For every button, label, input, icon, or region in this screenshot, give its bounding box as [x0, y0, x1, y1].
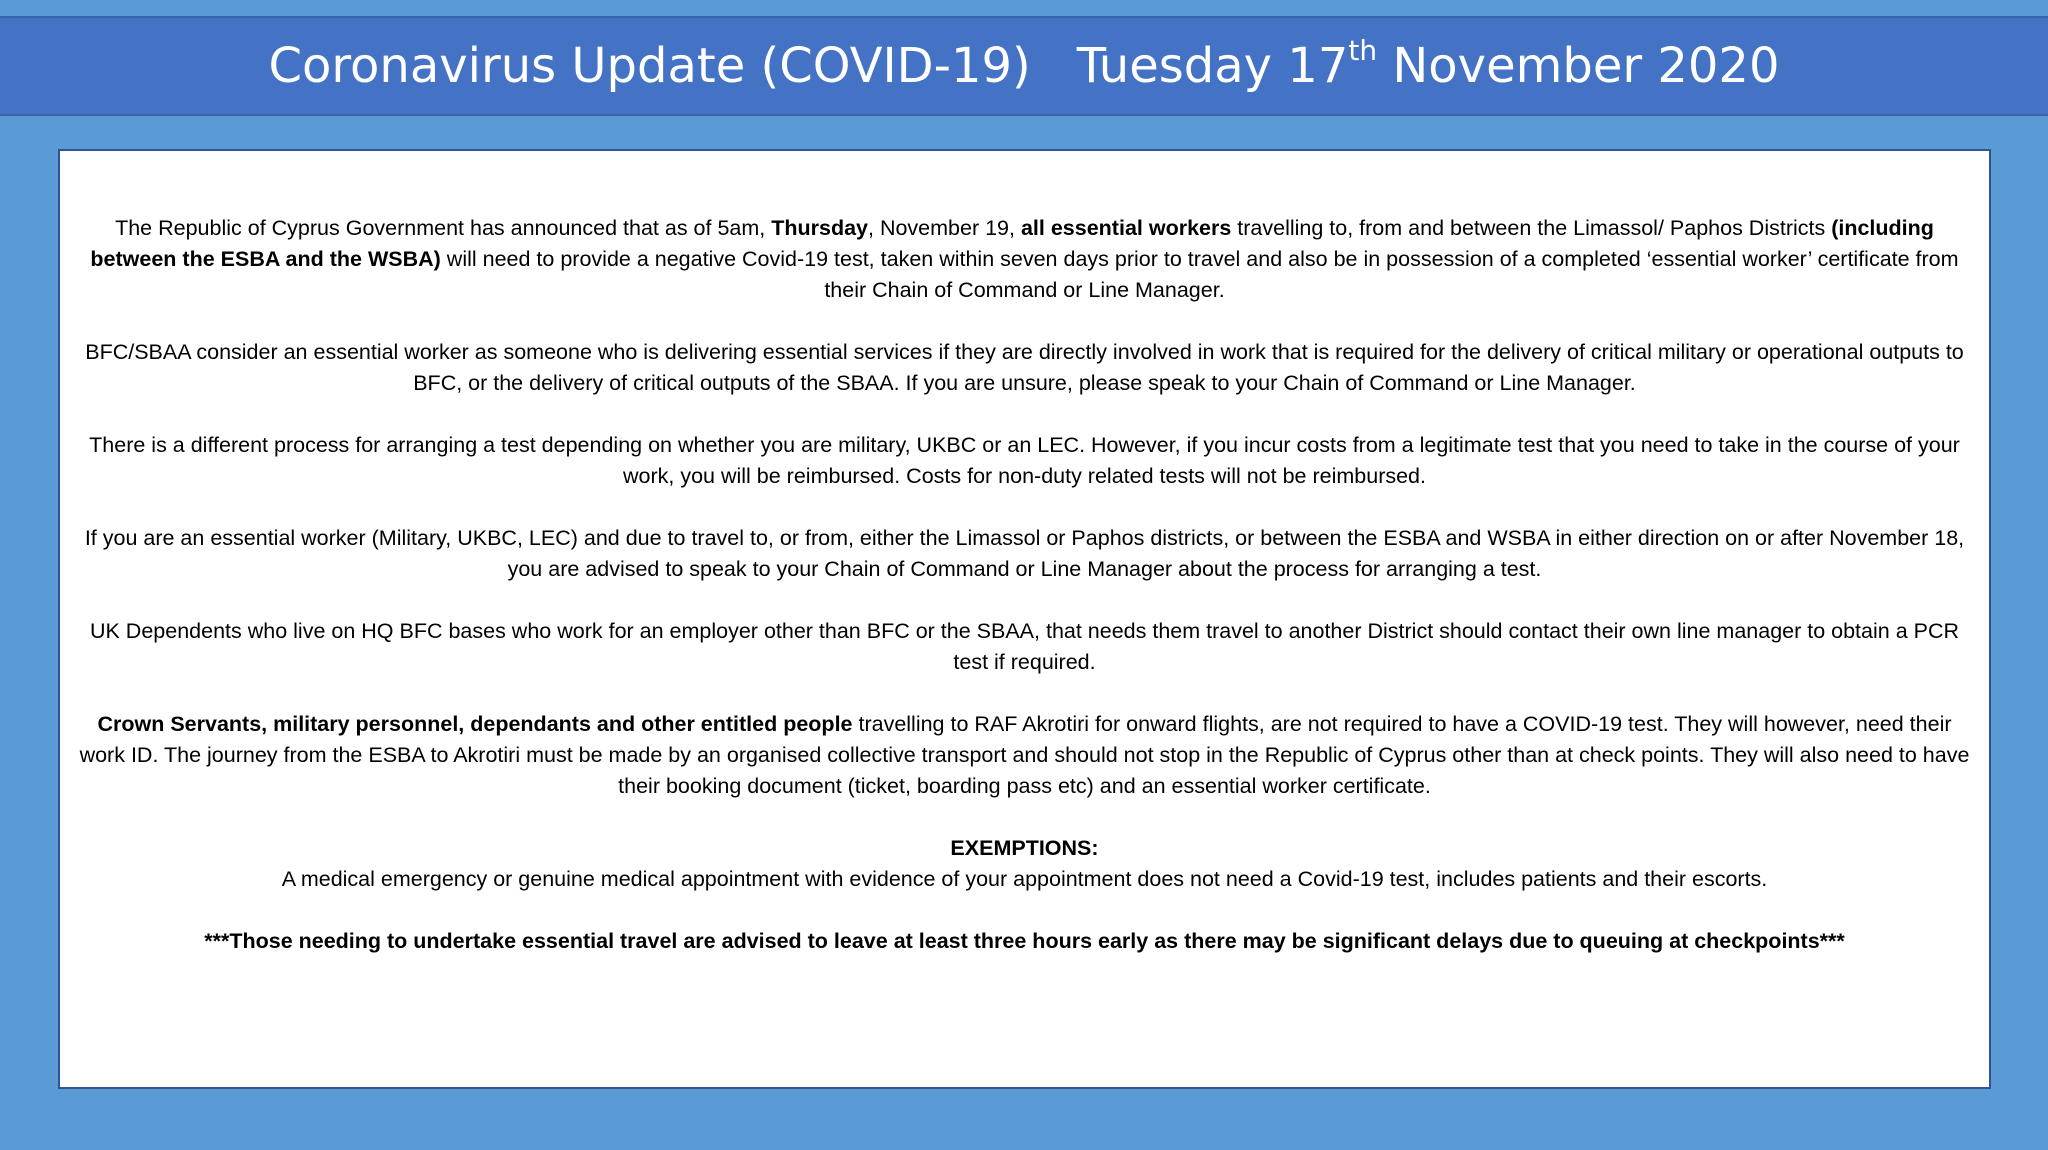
exemptions-section [74, 833, 1975, 895]
title-ordinal: th [1348, 34, 1378, 67]
paragraph-announcement: The Republic of Cyprus Government has announced that as of 5am, Thursday, November 19, all essential workers travelling to, from and between the Limassol/ Paphos Districts (including between the ESBA and the WSBA) will need to provide a negative Covid-19 test, taken within seven days prior to travel and also be in possession of a completed ‘essential worker’ certificate from their Chain of Command or Line Manager. [90, 216, 1959, 302]
page-title [268, 34, 1780, 94]
paragraph-essential-worker-travel: If you are an essential worker (Military, UKBC, LEC) and due to travel to, or from, either the Limassol or Paphos districts, or between the ESBA and WSBA in either direction on or after November 18, you are advised to speak to your Chain of Command or Line Manager about the process for arranging a test. [84, 526, 1965, 581]
warning-notice: ***Those needing to undertake essential travel are advised to leave at least three hours early as there may be significant delays due to queuing at checkpoints*** [204, 929, 1845, 953]
paragraph-crown-servants: Crown Servants, military personnel, dependants and other entitled people travelling to RAF Akrotiri for onward flights, are not required to have a COVID-19 test. They will however, need their work ID. The journey from the ESBA to Akrotiri must be made by an organised collective transport and should not stop in the Republic of Cyprus other than at check points. They will also need to have their booking document (ticket, boarding pass etc) and an essential worker certificate. [79, 712, 1970, 798]
content-body [74, 213, 1975, 988]
paragraph-test-process: There is a different process for arranging a test depending on whether you are military, UKBC or an LEC. However, if you incur costs from a legitimate test that you need to take in the course of your work, you will be reimbursed. Costs for non-duty related tests will not be reimbursed. [89, 433, 1960, 488]
exemptions-heading: EXEMPTIONS: [950, 836, 1099, 860]
title-day: Tuesday 17 [1076, 38, 1349, 94]
exemptions-text: A medical emergency or genuine medical appointment with evidence of your appointment does not need a Covid-19 test, includes patients and their escorts. [281, 867, 1768, 891]
header-bar [0, 16, 2048, 116]
paragraph-essential-worker-definition: BFC/SBAA consider an essential worker as someone who is delivering essential services if they are directly involved in work that is required for the delivery of critical military or operational outputs to BFC, or the delivery of critical outputs of the SBAA. If you are unsure, please speak to your Chain of Command or Line Manager. [85, 340, 1964, 395]
top-strip [0, 0, 2048, 16]
title-left: Coronavirus Update (COVID-19) [268, 38, 1031, 94]
content-panel [58, 149, 1991, 1089]
paragraph-uk-dependents: UK Dependents who live on HQ BFC bases who work for an employer other than BFC or the SBAA, that needs them travel to another District should contact their own line manager to obtain a PCR test if required. [89, 619, 1960, 674]
title-month-year: November 2020 [1392, 38, 1780, 94]
